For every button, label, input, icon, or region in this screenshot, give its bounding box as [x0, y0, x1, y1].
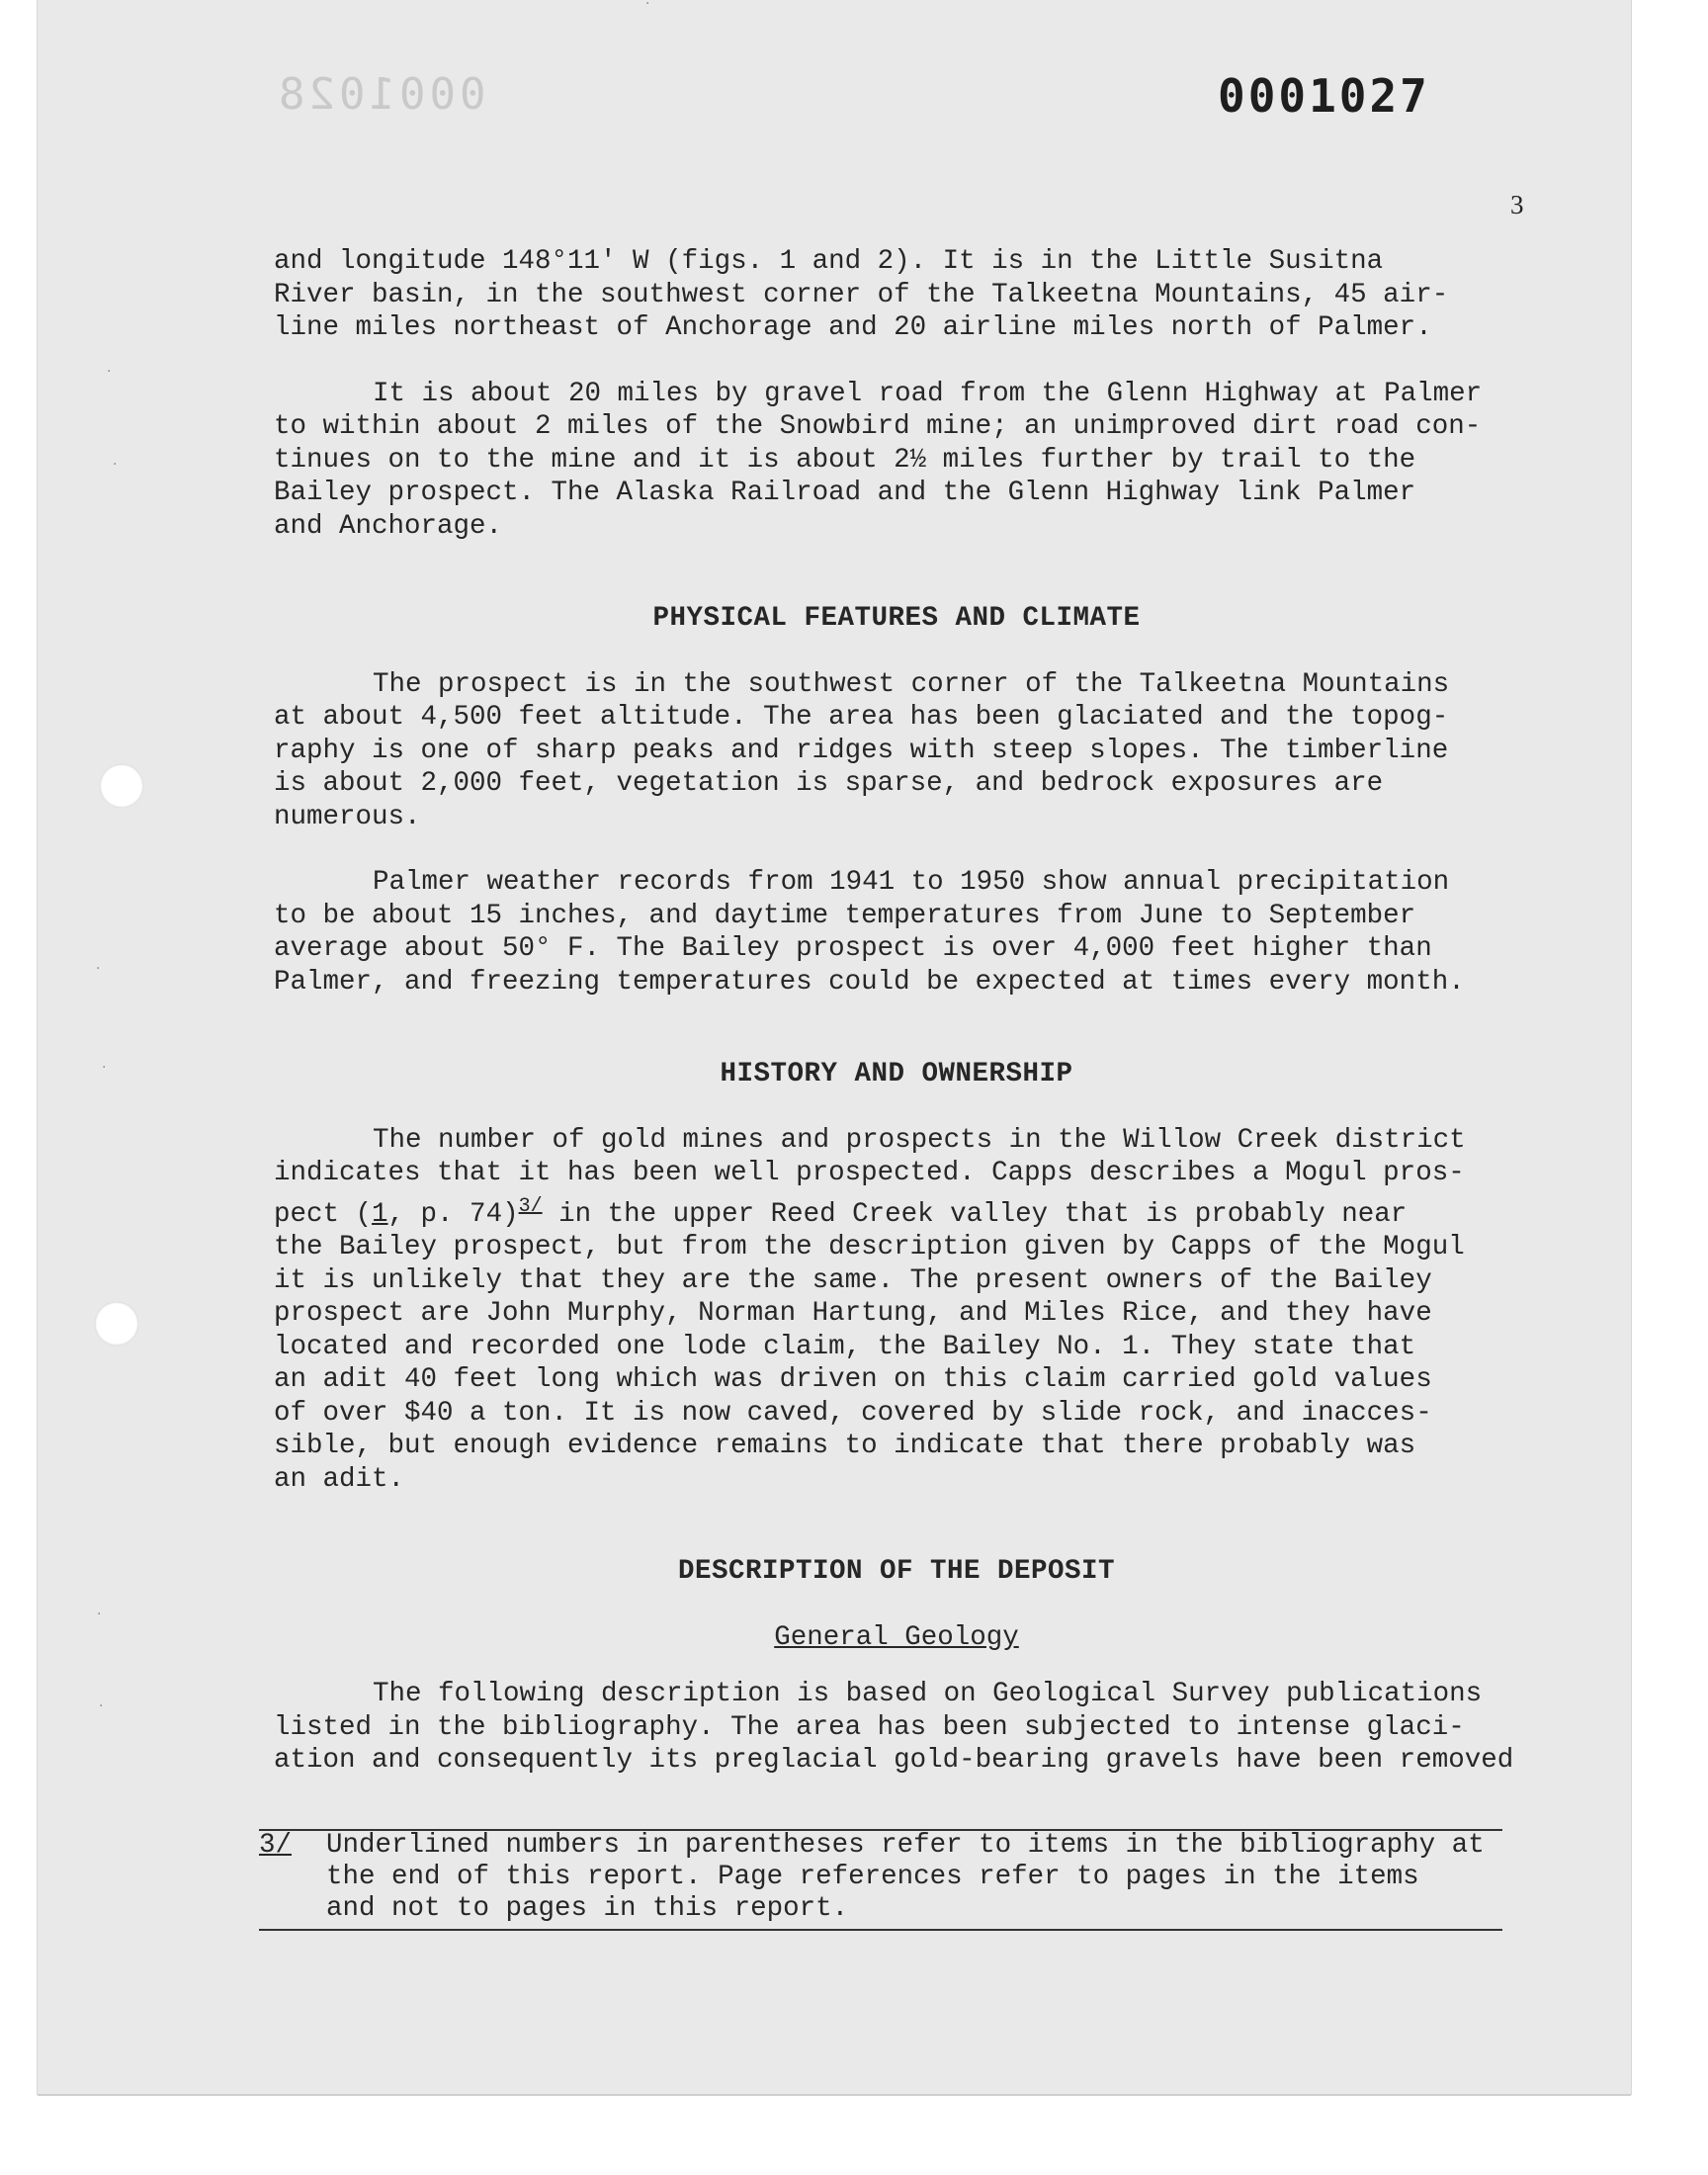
- speck-mark: ·: [96, 961, 101, 977]
- history-text-page-ref: , p. 74): [387, 1198, 519, 1230]
- history-text-rest: in the upper Reed Creek valley that is probably near the Bailey prospect, but from the description given by Capps of the Mogul it is unlikely that they are the same. The present owners of the Bailey prospect are John Murphy, Norman Hartung, and Miles Rice, and they have located and recorded one lode claim, the Bailey No. 1. They state that an adit 40 feet long which was driven on this claim carried gold values of over $40 a ton. It is now caved, covered by slide rock, and inacces- sible, but enough evidence remains to indicate that there probably was an adit.: [274, 1198, 1465, 1495]
- subheading-general-geology-text: General Geology: [774, 1621, 1019, 1653]
- paragraph-history: [274, 1124, 1519, 1497]
- punch-hole: [95, 1302, 138, 1346]
- speck-mark: ·: [102, 1060, 107, 1076]
- speck-mark: ·: [645, 0, 650, 12]
- paragraph-location: and longitude 148°11' W (figs. 1 and 2). It is in the Little Susitna River basin, in the southwest corner of the Talkeetna Mountains, 45 air- line miles northeast of Anchorage and 20 airline miles north of Palmer.: [274, 246, 1449, 343]
- document-number: 0001027: [1218, 69, 1430, 123]
- paragraph-climate: Palmer weather records from 1941 to 1950 show annual precipitation to be about 15 inches, and daytime temperatures from June to September average about 50° F. The Bailey prospect is over 4,000 feet higher than Palmer, and freezing temperatures could be expected at times every month.: [274, 867, 1465, 998]
- paragraph-terrain: The prospect is in the southwest corner of the Talkeetna Mountains at about 4,500 feet altitude. The area has been glaciated and the topog- raphy is one of sharp peaks and ridges with steep slopes. The timberline is about 2,000 feet, vegetation is sparse, and bedrock exposures are numerous.: [274, 668, 1450, 832]
- speck-mark: ·: [107, 364, 112, 380]
- bleed-through-document-number: 0001028: [275, 69, 486, 120]
- history-text-start: The number of gold mines and prospects in the Willow Creek district indicates that it has been well prospected. Capps describes a Mogul pros- pect (: [274, 1124, 1466, 1230]
- punch-hole: [100, 764, 143, 808]
- footnote: [259, 1830, 1502, 1925]
- report-body: [274, 245, 1519, 1810]
- footnote-mark: 3/: [259, 1830, 293, 1861]
- page-bottom-edge: [38, 2094, 1631, 2096]
- subheading-general-geology: [274, 1621, 1519, 1655]
- speck-mark: ·: [99, 1698, 104, 1714]
- paragraph-access: It is about 20 miles by gravel road from the Glenn Highway at Palmer to within about 2 miles of the Snowbird mine; an unimproved dirt road con- tinues on to the mine and it is about 2½ miles further by trail to the Bailey prospect. The Alaska Railroad and the Glenn Highway link Palmer and Anchorage.: [274, 378, 1483, 542]
- paragraph-geology: The following description is based on Geological Survey publications listed in the bibliography. The area has been subjected to intense glaci- ation and consequently its preglacial gold-bearing gravels have been removed: [274, 1679, 1514, 1776]
- heading-history-ownership: HISTORY AND OWNERSHIP: [720, 1059, 1073, 1089]
- page-number: 3: [1510, 190, 1524, 219]
- bibliography-reference: 1: [372, 1198, 388, 1230]
- speck-mark: ·: [113, 457, 118, 473]
- heading-physical-features: PHYSICAL FEATURES AND CLIMATE: [652, 603, 1141, 634]
- speck-mark: ·: [97, 1607, 102, 1622]
- footnote-rule-bottom: [259, 1929, 1502, 1931]
- footnote-text: Underlined numbers in parentheses refer to items in the bibliography at the end of this report. Page references refer to pages in the items and not to pages in this report.: [326, 1830, 1485, 1924]
- footnote-reference: 3/: [518, 1194, 543, 1218]
- heading-description-deposit: DESCRIPTION OF THE DEPOSIT: [677, 1556, 1116, 1587]
